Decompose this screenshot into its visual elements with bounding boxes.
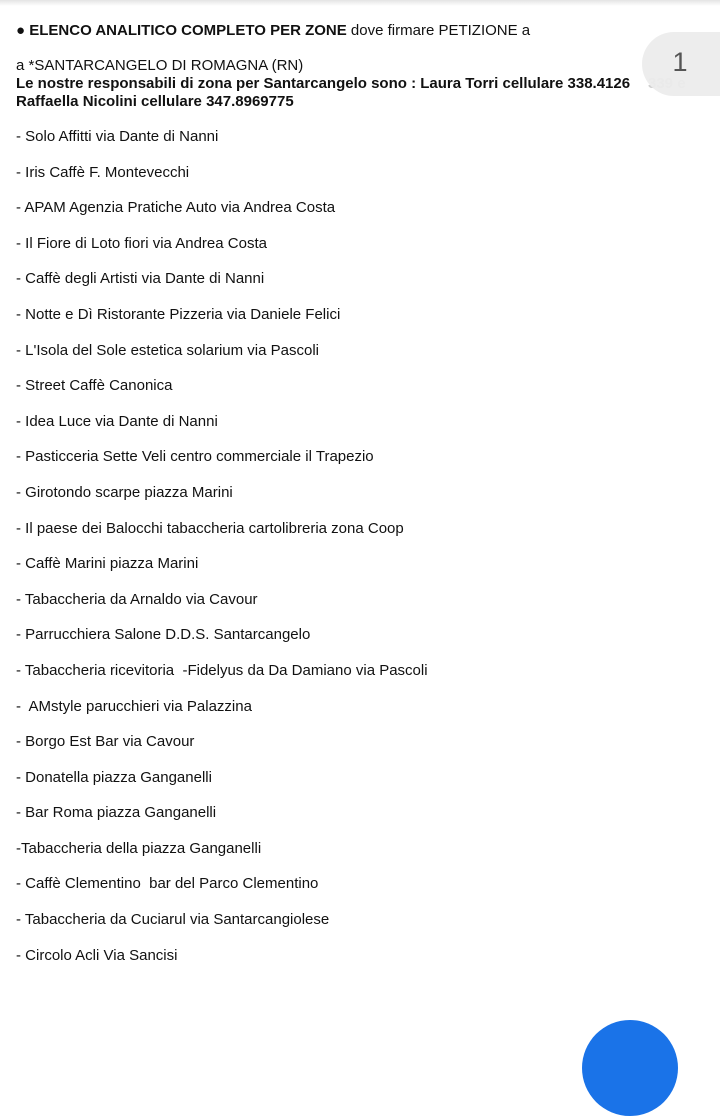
list-item: - Caffè degli Artisti via Dante di Nanni — [16, 270, 265, 288]
responsabili-line: Le nostre responsabili di zona per Santarcangelo sono : Laura Torri cellulare 338.4126 — [16, 75, 631, 92]
page-number: 1 — [672, 47, 688, 77]
list-item: - Pasticceria Sette Veli centro commerciale il Trapezio — [16, 448, 374, 466]
list-item: - Tabaccheria da Cuciarul via Santarcangiolese — [16, 911, 330, 929]
top-edge-shadow — [0, 0, 720, 6]
list-item: - Donatella piazza Ganganelli — [16, 768, 212, 786]
list-item: - Iris Caffè F. Montevecchi — [16, 163, 190, 181]
bullet-icon: ● — [16, 22, 26, 39]
list-item: - APAM Agenzia Pratiche Auto via Andrea Costa — [16, 199, 336, 217]
list-item: - Solo Affitti via Dante di Nanni — [16, 128, 219, 145]
list-item: - Il Fiore di Loto fiori via Andrea Costa — [16, 234, 267, 252]
list-item: - Tabaccheria ricevitoria -Fidelyus da Da Damiano via Pascoli — [16, 661, 428, 679]
title-bold: ELENCO ANALITICO COMPLETO PER ZONE — [29, 22, 347, 39]
list-item: - Il paese dei Balocchi tabaccheria cartolibreria zona Coop — [16, 519, 404, 537]
floating-action-button[interactable] — [582, 1020, 678, 1116]
list-item: - AMstyle parucchieri via Palazzina — [16, 697, 252, 715]
page-indicator — [642, 32, 720, 96]
list-item: - L'Isola del Sole estetica solarium via Pascoli — [16, 341, 320, 359]
list-item: - Circolo Acli Via Sancisi — [16, 946, 178, 964]
list-item: - Street Caffè Canonica — [16, 377, 173, 395]
list-item: - Caffè Clementino bar del Parco Clementino — [16, 875, 319, 893]
list-item: - Caffè Marini piazza Marini — [16, 555, 199, 573]
list-item: -Tabaccheria della piazza Ganganelli — [16, 839, 262, 857]
location-heading: a *SANTARCANGELO DI ROMAGNA (RN) — [16, 57, 304, 74]
title-rest: dove firmare PETIZIONE a — [346, 22, 531, 39]
list-item: - Idea Luce via Dante di Nanni — [16, 412, 218, 430]
list-item: - Tabaccheria da Arnaldo via Cavour — [16, 590, 258, 608]
list-item: - Bar Roma piazza Ganganelli — [16, 804, 217, 822]
list-item: - Notte e Dì Ristorante Pizzeria via Daniele Felici — [16, 305, 341, 323]
list-item: - Girotondo scarpe piazza Marini — [16, 483, 233, 501]
shop-list — [16, 126, 428, 980]
document-title — [16, 22, 530, 39]
list-item: - Borgo Est Bar via Cavour — [16, 733, 195, 751]
responsabili-line-2: Raffaella Nicolini cellulare 347.8969775 — [16, 93, 294, 110]
list-item: - Parrucchiera Salone D.D.S. Santarcangelo — [16, 626, 311, 644]
